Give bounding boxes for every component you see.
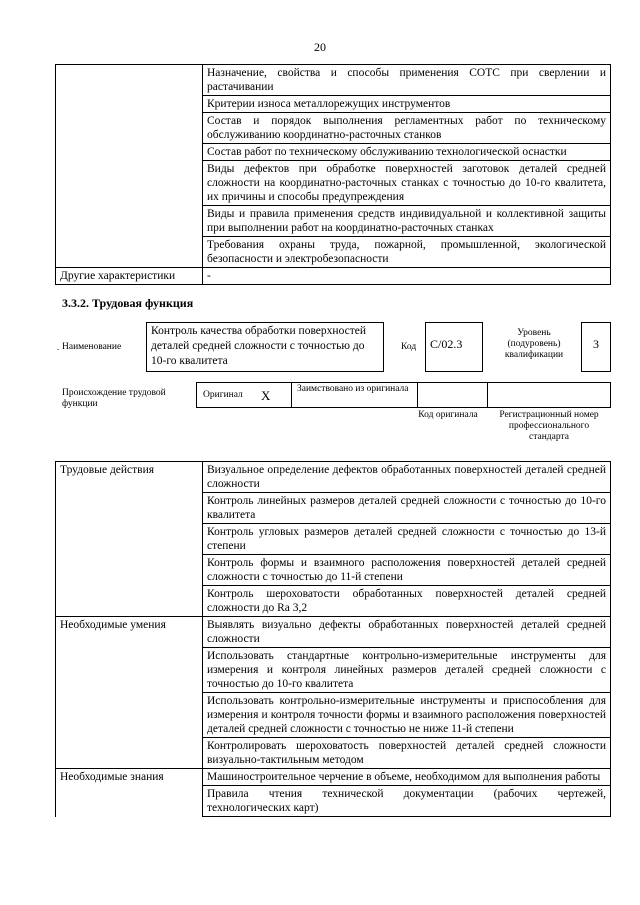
- origin-label: Происхождение трудовой функции: [62, 388, 166, 409]
- list-item: Выявлять визуально дефекты обработанных поверхностей деталей средней сложности: [203, 617, 611, 648]
- list-item: Правила чтения технической документации (рабочих чертежей, технологических карт): [203, 786, 611, 817]
- list-item: Использовать стандартные контрольно-измерительные инструменты для измерения и контроля линейных размеров деталей средней сложности с точностью до 10-го квалитета: [203, 648, 611, 693]
- table-row: [56, 65, 611, 96]
- function-details-table: [55, 461, 611, 817]
- divider: [417, 383, 418, 407]
- original-label: Оригинал: [203, 390, 243, 400]
- origin-box: [196, 382, 611, 408]
- original-mark: X: [261, 388, 271, 403]
- code-caption: Код оригинала: [418, 410, 478, 420]
- list-item: Контроль шероховатости обработанных поверхностей деталей средней сложности до Ra 3,2: [203, 586, 611, 617]
- list-item: Состав и порядок выполнения регламентных работ по техническому обслуживанию координатно-расточных станков: [203, 113, 611, 144]
- list-item: Состав работ по техническому обслуживанию технологической оснастки: [203, 144, 611, 161]
- list-item: Использовать контрольно-измерительные инструменты и приспособления для измерения и контроля точности формы и взаимного расположения поверхностей деталей средней сложности с точностью не ниже 11-й степени: [203, 693, 611, 738]
- reg-caption: Регистрационный номер профессионального стандарта: [499, 410, 599, 442]
- table-row: [56, 268, 611, 285]
- list-item: Назначение, свойства и способы применения СОТС при сверлении и растачивании: [203, 65, 611, 96]
- empty-label-cell: [56, 65, 203, 268]
- knowledge-table-continued: [55, 64, 611, 285]
- list-item: Виды дефектов при обработке поверхностей заготовок деталей средней сложности на координатно-расточных станках с точностью до 10-го квалитета, их причины и способы предупреждения: [203, 161, 611, 206]
- table-row: [56, 617, 611, 648]
- list-item: Критерии износа металлорежущих инструментов: [203, 96, 611, 113]
- margin-mark: [57, 349, 59, 350]
- group-label-actions: Трудовые действия: [56, 462, 203, 617]
- other-characteristics-value: -: [203, 268, 611, 285]
- name-label: Наименование: [62, 342, 122, 352]
- function-name-box: Контроль качества обработки поверхностей деталей средней сложности с точностью до 10-го квалитета: [146, 322, 384, 372]
- other-characteristics-label: Другие характеристики: [56, 268, 203, 285]
- table-row: [56, 769, 611, 786]
- code-label: Код: [401, 342, 417, 352]
- group-label-skills: Необходимые умения: [56, 617, 203, 769]
- page-number: 20: [314, 40, 326, 54]
- table-row: [56, 462, 611, 493]
- level-label: Уровень (подуровень) квалификации: [504, 328, 564, 360]
- group-label-knowledge: Необходимые знания: [56, 769, 203, 817]
- list-item: Контроль угловых размеров деталей средней сложности с точностью до 13-й степени: [203, 524, 611, 555]
- list-item: Виды и правила применения средств индивидуальной и коллективной защиты при выполнении работ на координатно-расточных станках: [203, 206, 611, 237]
- list-item: Контроль формы и взаимного расположения поверхностей деталей средней сложности с точностью до 11-й степени: [203, 555, 611, 586]
- code-box: C/02.3: [425, 322, 483, 372]
- list-item: Требования охраны труда, пожарной, промышленной, экологической безопасности и электробезопасности: [203, 237, 611, 268]
- list-item: Контролировать шероховатость поверхностей деталей средней сложности визуально-тактильным методом: [203, 738, 611, 769]
- divider: [487, 383, 488, 407]
- list-item: Визуальное определение дефектов обработанных поверхностей деталей средней сложности: [203, 462, 611, 493]
- borrowed-label: Заимствовано из оригинала: [297, 384, 409, 394]
- section-heading: 3.3.2. Трудовая функция: [62, 296, 194, 310]
- list-item: Машиностроительное черчение в объеме, необходимом для выполнения работы: [203, 769, 611, 786]
- level-box: 3: [581, 322, 611, 372]
- divider: [291, 383, 292, 407]
- list-item: Контроль линейных размеров деталей средней сложности с точностью до 10-го квалитета: [203, 493, 611, 524]
